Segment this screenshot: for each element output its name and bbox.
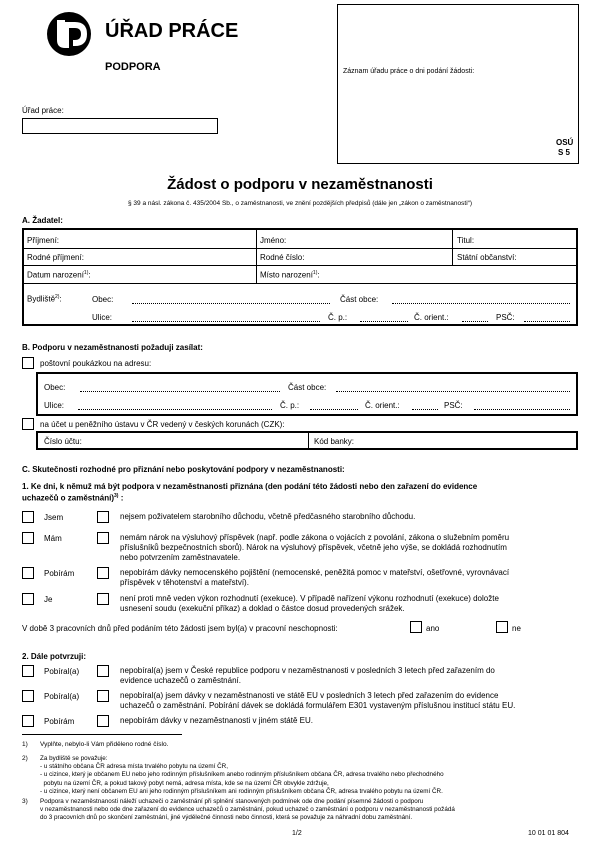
confirm3-checkbox-b[interactable] bbox=[97, 715, 109, 727]
confirm2-label: Pobíral(a) bbox=[44, 692, 80, 701]
footnote-1-num: 1) bbox=[22, 741, 28, 748]
row3-checkbox-b[interactable] bbox=[97, 567, 109, 579]
form-code-1: OSÚ bbox=[556, 138, 574, 147]
q1-line1: 1. Ke dni, k němuž má být podpora v nezaměstnanosti přiznána (den podání této žádosti nebo den zařazení do evidence bbox=[22, 482, 478, 491]
sick-no-label: ne bbox=[512, 624, 521, 633]
sick-question: V době 3 pracovních dnů před podáním této žádosti jsem byl(a) v pracovní neschopnosti: bbox=[22, 624, 338, 633]
confirm1-checkbox-a[interactable] bbox=[22, 665, 34, 677]
confirm3-text: nepobírám dávky v nezaměstnanosti v jiném státě EU. bbox=[120, 716, 313, 725]
up-logo-icon bbox=[45, 10, 93, 58]
subtitle: PODPORA bbox=[105, 61, 161, 73]
b-street-label: Ulice: bbox=[44, 401, 65, 410]
confirm1-checkbox-b[interactable] bbox=[97, 665, 109, 677]
footnote-separator bbox=[22, 734, 182, 735]
birth-surname-label: Rodné příjmení: bbox=[27, 253, 84, 262]
b-municipality-label: Obec: bbox=[44, 383, 66, 392]
a-orient-no-label: Č. orient.: bbox=[414, 313, 449, 322]
footnote-3: Podpora v nezaměstnanosti náleží uchazeči o zaměstnání při splnění stanovených podmínek ode dne podání písemné žádosti o podporu v nezaměstnanosti nebo ode dne zařazení do evidence uchazečů o zaměstnání, pokud uchazeč o zaměstnání o podporu v nezaměstnanosti požádá do 3 pracovních dnů po skončení zaměstnání, jiné výdělečné činnosti nebo činnosti, která se považuje za náhradní dobu zaměstnání. bbox=[40, 798, 455, 822]
confirm1-label: Pobíral(a) bbox=[44, 667, 80, 676]
stamp-label: Záznam úřadu práce o dni podání žádosti: bbox=[343, 68, 475, 75]
row4-checkbox-a[interactable] bbox=[22, 593, 34, 605]
office-label: Úřad práce: bbox=[22, 106, 64, 115]
row1-label: Jsem bbox=[44, 513, 64, 522]
b-orient-no-field[interactable] bbox=[412, 409, 438, 410]
citizenship-label: Státní občanství: bbox=[457, 253, 517, 262]
birth-place-label: Místo narození$^{1)}$: bbox=[260, 270, 320, 280]
bank-label: na účet u peněžního ústavu v ČR vedený v českých korunách (CZK): bbox=[40, 420, 285, 429]
b-zip-field[interactable] bbox=[474, 409, 570, 410]
surname-label: Příjmení: bbox=[27, 236, 60, 245]
bank-box bbox=[36, 431, 578, 450]
a-house-no-label: Č. p.: bbox=[328, 313, 348, 322]
row4-label: Je bbox=[44, 595, 53, 604]
confirm2-checkbox-a[interactable] bbox=[22, 690, 34, 702]
row3-text: nepobírám dávky nemocenského pojištění (nemocenské, peněžitá pomoc v mateřství, ošetřovné, vyrovnávací příspěvek v těhotenství a mateřství). bbox=[120, 568, 510, 587]
a-municipality-label: Obec: bbox=[92, 295, 114, 304]
account-label[interactable]: Číslo účtu: bbox=[44, 437, 82, 446]
b-municipality-field[interactable] bbox=[80, 391, 280, 392]
section-a-heading: A. Žadatel: bbox=[22, 216, 63, 225]
b-zip-label: PSČ: bbox=[444, 401, 463, 410]
row3-checkbox-a[interactable] bbox=[22, 567, 34, 579]
a-part-label: Část obce: bbox=[340, 295, 379, 304]
bank-checkbox[interactable] bbox=[22, 418, 34, 430]
legal-reference: § 39 a násl. zákona č. 435/2004 Sb., o zaměstnanosti, ve znění pozdějších předpisů (dále jen „zákon o zaměstnanosti“) bbox=[128, 200, 472, 207]
row2-checkbox-b[interactable] bbox=[97, 532, 109, 544]
b-part-label: Část obce: bbox=[288, 383, 327, 392]
page-title: Žádost o podporu v nezaměstnanosti bbox=[167, 176, 433, 193]
confirm3-label: Pobírám bbox=[44, 717, 75, 726]
row1-checkbox-b[interactable] bbox=[97, 511, 109, 523]
bank-code-label[interactable]: Kód banky: bbox=[314, 437, 355, 446]
footnote-3-num: 3) bbox=[22, 798, 28, 805]
section-c-heading: C. Skutečnosti rozhodné pro přiznání nebo poskytování podpory v nezaměstnanosti: bbox=[22, 465, 345, 474]
row2-text: nemám nárok na výsluhový příspěvek (např. podle zákona o vojácích z povolání, zákona o služebním poměru příslušníků bezpečnostních sborů). Nárok na výsluhový příspěvek, včetně jeho výše, se dokládá rozhodnutím nebo potvrzením zaměstnavatele. bbox=[120, 533, 510, 562]
postal-label: poštovní poukázkou na adresu: bbox=[40, 359, 152, 368]
row2-checkbox-a[interactable] bbox=[22, 532, 34, 544]
sick-yes-checkbox[interactable] bbox=[410, 621, 422, 633]
q2-heading: 2. Dále potvrzuji: bbox=[22, 652, 87, 661]
org-title: ÚŘAD PRÁCE bbox=[105, 20, 239, 42]
footnote-1: Vyplňte, nebylo-li Vám přiděleno rodné číslo. bbox=[40, 741, 169, 748]
birth-number-label: Rodné číslo: bbox=[260, 253, 305, 262]
confirm2-text: nepobíral(a) jsem dávky v nezaměstnanosti ve státě EU v posledních 3 letech před zařazením do evidence uchazečů o zaměstnání. Pobírání dávek se dokládá formulářem E301 vystaveným příslušnou institucí státu EU. bbox=[120, 691, 516, 710]
a-street-field[interactable] bbox=[132, 321, 320, 322]
b-street-field[interactable] bbox=[78, 409, 272, 410]
q1-line2: uchazečů o zaměstnání)$^{3)}$ : bbox=[22, 493, 124, 503]
birth-date-label: Datum narození$^{1)}$: bbox=[27, 270, 91, 280]
row4-text: není proti mně veden výkon rozhodnutí (exekuce). V případě nařízení výkonu rozhodnutí (exekuce) doložte usnesení soudu (exekuční příkaz) a doklad o částce dosud provedených srážek. bbox=[120, 594, 499, 613]
footnote-2-num: 2) bbox=[22, 755, 28, 762]
confirm3-checkbox-a[interactable] bbox=[22, 715, 34, 727]
b-house-no-label: Č. p.: bbox=[280, 401, 300, 410]
postal-checkbox[interactable] bbox=[22, 357, 34, 369]
b-part-field[interactable] bbox=[336, 391, 570, 392]
a-orient-no-field[interactable] bbox=[462, 321, 488, 322]
section-b-heading: B. Podporu v nezaměstnanosti požaduji zasílat: bbox=[22, 343, 203, 352]
logo bbox=[45, 10, 93, 58]
a-municipality-field[interactable] bbox=[132, 303, 330, 304]
row2-label: Mám bbox=[44, 534, 62, 543]
sick-no-checkbox[interactable] bbox=[496, 621, 508, 633]
row3-label: Pobírám bbox=[44, 569, 75, 578]
office-field[interactable] bbox=[22, 118, 218, 134]
residence-label: Bydliště$^{2)}$: bbox=[27, 294, 62, 304]
a-part-field[interactable] bbox=[392, 303, 570, 304]
form-code-2: S 5 bbox=[558, 148, 571, 157]
row1-text: nejsem poživatelem starobního důchodu, včetně předčasného starobního důchodu. bbox=[120, 512, 416, 521]
a-zip-label: PSČ: bbox=[496, 313, 515, 322]
b-house-no-field[interactable] bbox=[310, 409, 358, 410]
row4-checkbox-b[interactable] bbox=[97, 593, 109, 605]
a-zip-field[interactable] bbox=[524, 321, 570, 322]
stamp-box bbox=[337, 4, 579, 164]
confirm2-checkbox-b[interactable] bbox=[97, 690, 109, 702]
page-number: 1/2 bbox=[292, 830, 302, 837]
sick-yes-label: ano bbox=[426, 624, 440, 633]
degree-label: Titul: bbox=[457, 236, 475, 245]
a-street-label: Ulice: bbox=[92, 313, 113, 322]
row1-checkbox-a[interactable] bbox=[22, 511, 34, 523]
footnote-2: Za bydliště se považuje: - u státního občana ČR adresa místa trvalého pobytu na území ČR, - u cizince, který je občanem EU nebo jeho rodinným příslušníkem anebo rodinným příslušníkem občana ČR, adresa trvalého nebo přechodného pobytu na území ČR, a pokud takový pobyt nemá, adresa místa, kde se na území ČR obvykle zdržuje, - u cizince, který není občanem EU ani jeho rodinným příslušníkem ani rodinným příslušníkem občana ČR, adresa trvalého pobytu na území ČR. bbox=[40, 755, 444, 795]
a-house-no-field[interactable] bbox=[360, 321, 408, 322]
b-orient-no-label: Č. orient.: bbox=[365, 401, 400, 410]
confirm1-text: nepobíral(a) jsem v České republice podporu v nezaměstnanosti v posledních 3 letech před zařazením do evidence uchazečů o zaměstnání. bbox=[120, 666, 495, 685]
name-label: Jméno: bbox=[260, 236, 287, 245]
form-number: 10 01 01 804 bbox=[528, 830, 569, 837]
